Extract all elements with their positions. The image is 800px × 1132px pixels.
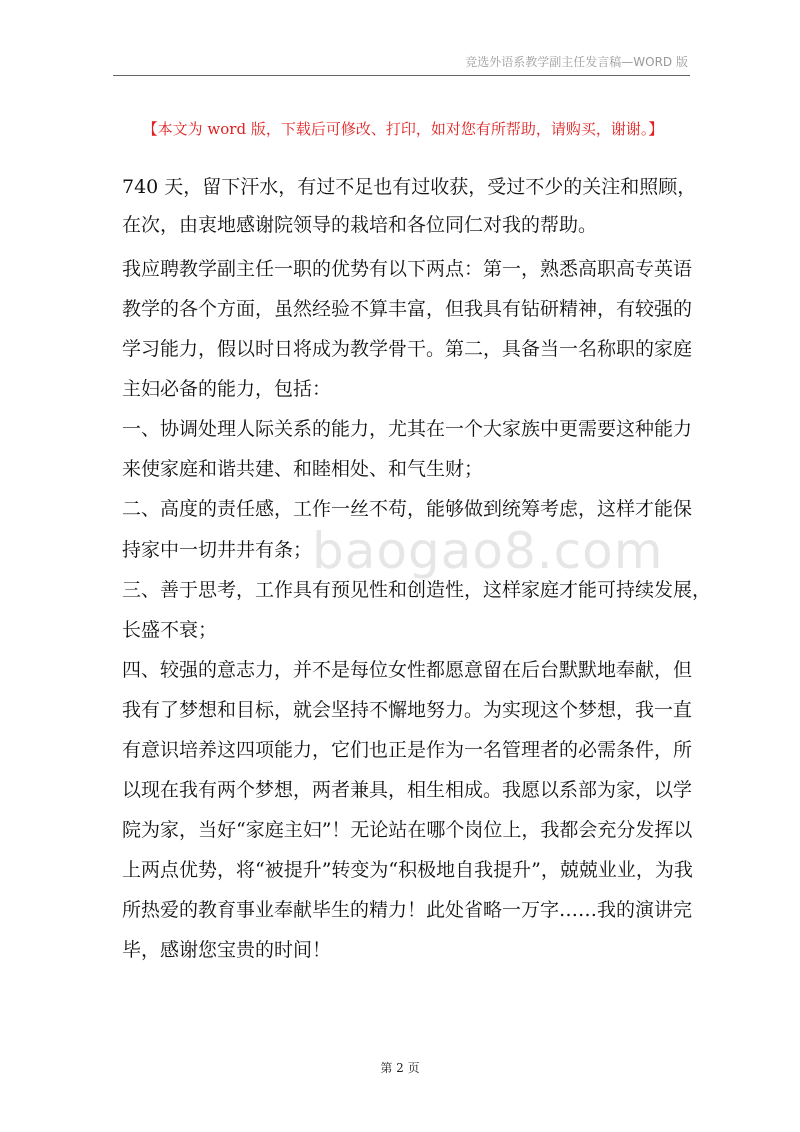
text-line: 有意识培养这四项能力，它们也正是作为一名管理者的必需条件，所 (122, 739, 693, 761)
text-line: 毕，感谢您宝贵的时间！ (122, 939, 332, 961)
text-line: 以现在我有两个梦想，两者兼具，相生相成。我愿以系部为家，以学 (122, 779, 693, 801)
text-line: 740 天，留下汗水，有过不足也有过收获，受过不少的关注和照顾， (122, 176, 697, 198)
text-line: 二、高度的责任感，工作一丝不苟，能够做到统筹考虑，这样才能保 (122, 498, 693, 520)
text-line: 学习能力，假以时日将成为教学骨干。第二，具备当一名称职的家庭 (122, 338, 693, 360)
text-line: 上两点优势，将“被提升”转变为“积极地自我提升”，兢兢业业，为我 (122, 859, 693, 881)
page-header-title: 竞选外语系教学副主任发言稿—WORD 版 (465, 55, 688, 69)
text-line: 教学的各个方面，虽然经验不算丰富，但我具有钻研精神，有较强的 (122, 298, 693, 320)
text-line: 来使家庭和谐共建、和睦相处、和气生财； (122, 458, 484, 480)
page-number: 第 2 页 (380, 1061, 420, 1075)
text-line: 在次，由衷地感谢院领导的栽培和各位同仁对我的帮助。 (122, 214, 598, 236)
text-line: 三、善于思考，工作具有预见性和创造性，这样家庭才能可持续发展， (122, 579, 712, 601)
text-line: 长盛不衰； (122, 619, 218, 641)
download-notice: 【本文为 word 版，下载后可修改、打印，如对您有所帮助，请购买，谢谢。】 (142, 120, 664, 138)
text-line: 我应聘教学副主任一职的优势有以下两点：第一，熟悉高职高专英语 (122, 258, 693, 280)
text-line: 主妇必备的能力，包括： (122, 378, 332, 400)
text-line: 四、较强的意志力，并不是每位女性都愿意留在后台默默地奉献，但 (122, 659, 693, 681)
text-line: 持家中一切井井有条； (122, 539, 313, 561)
text-line: 所热爱的教育事业奉献毕生的精力！此处省略一万字……我的演讲完 (122, 899, 693, 921)
text-line: 我有了梦想和目标，就会坚持不懈地努力。为实现这个梦想，我一直 (122, 699, 693, 721)
watermark: baogao8.com (312, 522, 664, 580)
text-line: 一、协调处理人际关系的能力，尤其在一个大家族中更需要这种能力 (122, 418, 693, 440)
header-divider (113, 75, 690, 76)
text-line: 院为家，当好“家庭主妇”！无论站在哪个岗位上，我都会充分发挥以 (122, 819, 693, 841)
